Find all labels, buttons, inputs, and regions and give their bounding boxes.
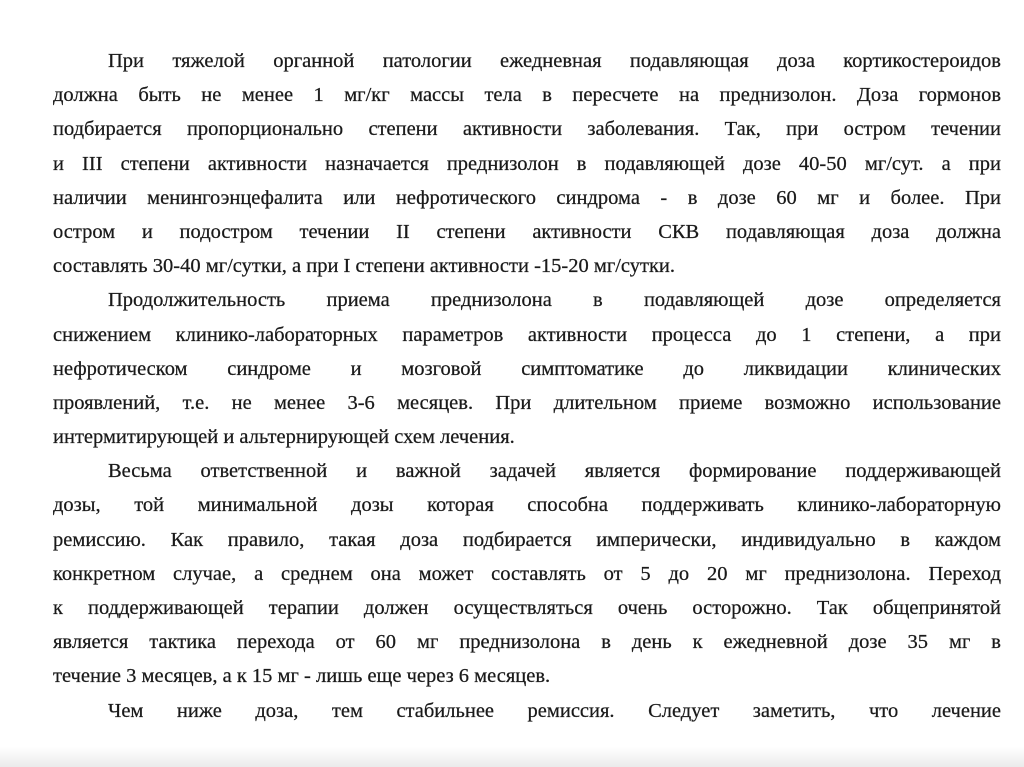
paragraph-3-line-4: конкретном случае, а среднем она может составлять от 5 до 20 мг преднизолона. Переход bbox=[53, 562, 1001, 585]
paragraph-2-line-5: интермитирующей и альтернирующей схем лечения. bbox=[53, 426, 515, 449]
page-bottom-edge bbox=[0, 747, 1024, 767]
paragraph-3-line-5: к поддерживающей терапии должен осуществляться очень осторожно. Так общепринятой bbox=[53, 597, 1001, 619]
paragraph-1-line-2: должна быть не менее 1 мг/кг массы тела в пересчете на преднизолон. Доза гормонов bbox=[53, 84, 1001, 107]
paragraph-2-line-3: нефротическом синдроме и мозговой симптоматике до ликвидации клинических bbox=[53, 357, 1001, 380]
paragraph-2-line-1: Продолжительность приема преднизолона в подавляющей дозе определяется bbox=[108, 289, 1001, 312]
paragraph-3-line-2: дозы, той минимальной дозы которая способна поддерживать клинико-лабораторную bbox=[53, 494, 1001, 517]
paragraph-3-line-3: ремиссию. Как правило, такая доза подбирается имперически, индивидуально в каждом bbox=[53, 528, 1001, 551]
paragraph-1-line-7: составлять 30-40 мг/сутки, а при I степени активности -15-20 мг/сутки. bbox=[53, 255, 676, 278]
paragraph-3-line-6: является тактика перехода от 60 мг преднизолона в день к ежедневной дозе 35 мг в bbox=[53, 631, 1001, 654]
paragraph-3-line-7: течение 3 месяцев, а к 15 мг - лишь еще через 6 месяцев. bbox=[53, 665, 551, 688]
paragraph-1-line-5: наличии менингоэнцефалита или нефротического синдрома - в дозе 60 мг и более. При bbox=[53, 186, 1001, 209]
paragraph-1-line-3: подбирается пропорционально степени активности заболевания. Так, при остром течении bbox=[53, 118, 1001, 141]
paragraph-2-line-2: снижением клинико-лабораторных параметров активности процесса до 1 степени, а при bbox=[53, 323, 1001, 346]
paragraph-2-line-4: проявлений, т.е. не менее 3-6 месяцев. При длительном приеме возможно использование bbox=[53, 391, 1001, 414]
paragraph-1-line-4: и III степени активности назначается преднизолон в подавляющей дозе 40-50 мг/сут. а при bbox=[53, 152, 1001, 175]
paragraph-1-line-1: При тяжелой органной патологии ежедневная подавляющая доза кортикостероидов bbox=[108, 50, 1001, 72]
paragraph-3-line-1: Весьма ответственной и важной задачей является формирование поддерживающей bbox=[108, 460, 1001, 483]
paragraph-1-line-6: остром и подостром течении II степени активности СКВ подавляющая доза должна bbox=[53, 220, 1001, 243]
document-page bbox=[53, 44, 1001, 744]
paragraph-4-line-1: Чем ниже доза, тем стабильнее ремиссия. Следует заметить, что лечение bbox=[108, 699, 1001, 722]
